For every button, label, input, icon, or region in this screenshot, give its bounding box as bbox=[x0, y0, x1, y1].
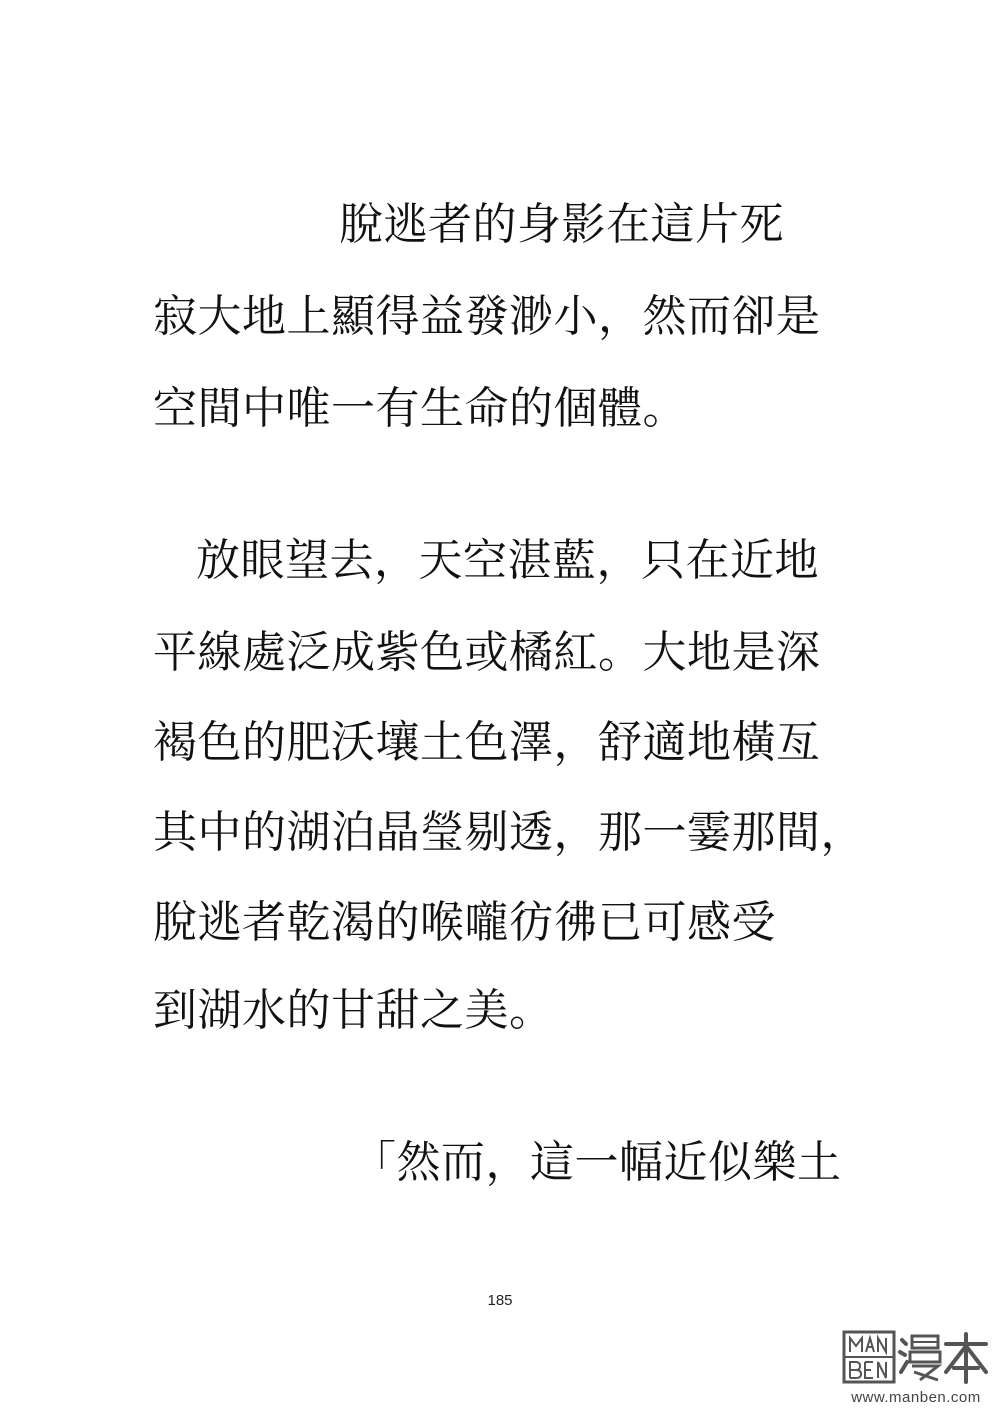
page-number: 185 bbox=[487, 1292, 513, 1309]
text-line: 脫逃者乾渴的喉嚨彷彿已可感受 bbox=[153, 897, 776, 948]
manben-logo-icon bbox=[842, 1328, 990, 1386]
text-line: 平線處泛成紫色或橘紅。大地是深 bbox=[153, 627, 821, 678]
watermark bbox=[842, 1328, 990, 1406]
text-line: 到湖水的甘甜之美。 bbox=[153, 985, 554, 1036]
watermark-url: www.manben.com bbox=[851, 1389, 981, 1406]
text-line: 「然而，這一幅近似樂土 bbox=[352, 1137, 842, 1188]
text-line: 其中的湖泊晶瑩剔透，那一霎那間， bbox=[153, 807, 865, 858]
text-line: 放眼望去，天空湛藍，只在近地 bbox=[196, 535, 819, 586]
text-line: 褐色的肥沃壤土色澤，舒適地橫亙 bbox=[153, 717, 821, 768]
text-line: 脫逃者的身影在這片死 bbox=[339, 199, 784, 250]
text-line: 空間中唯一有生命的個體。 bbox=[153, 383, 687, 434]
text-line: 寂大地上顯得益發渺小，然而卻是 bbox=[153, 291, 821, 342]
